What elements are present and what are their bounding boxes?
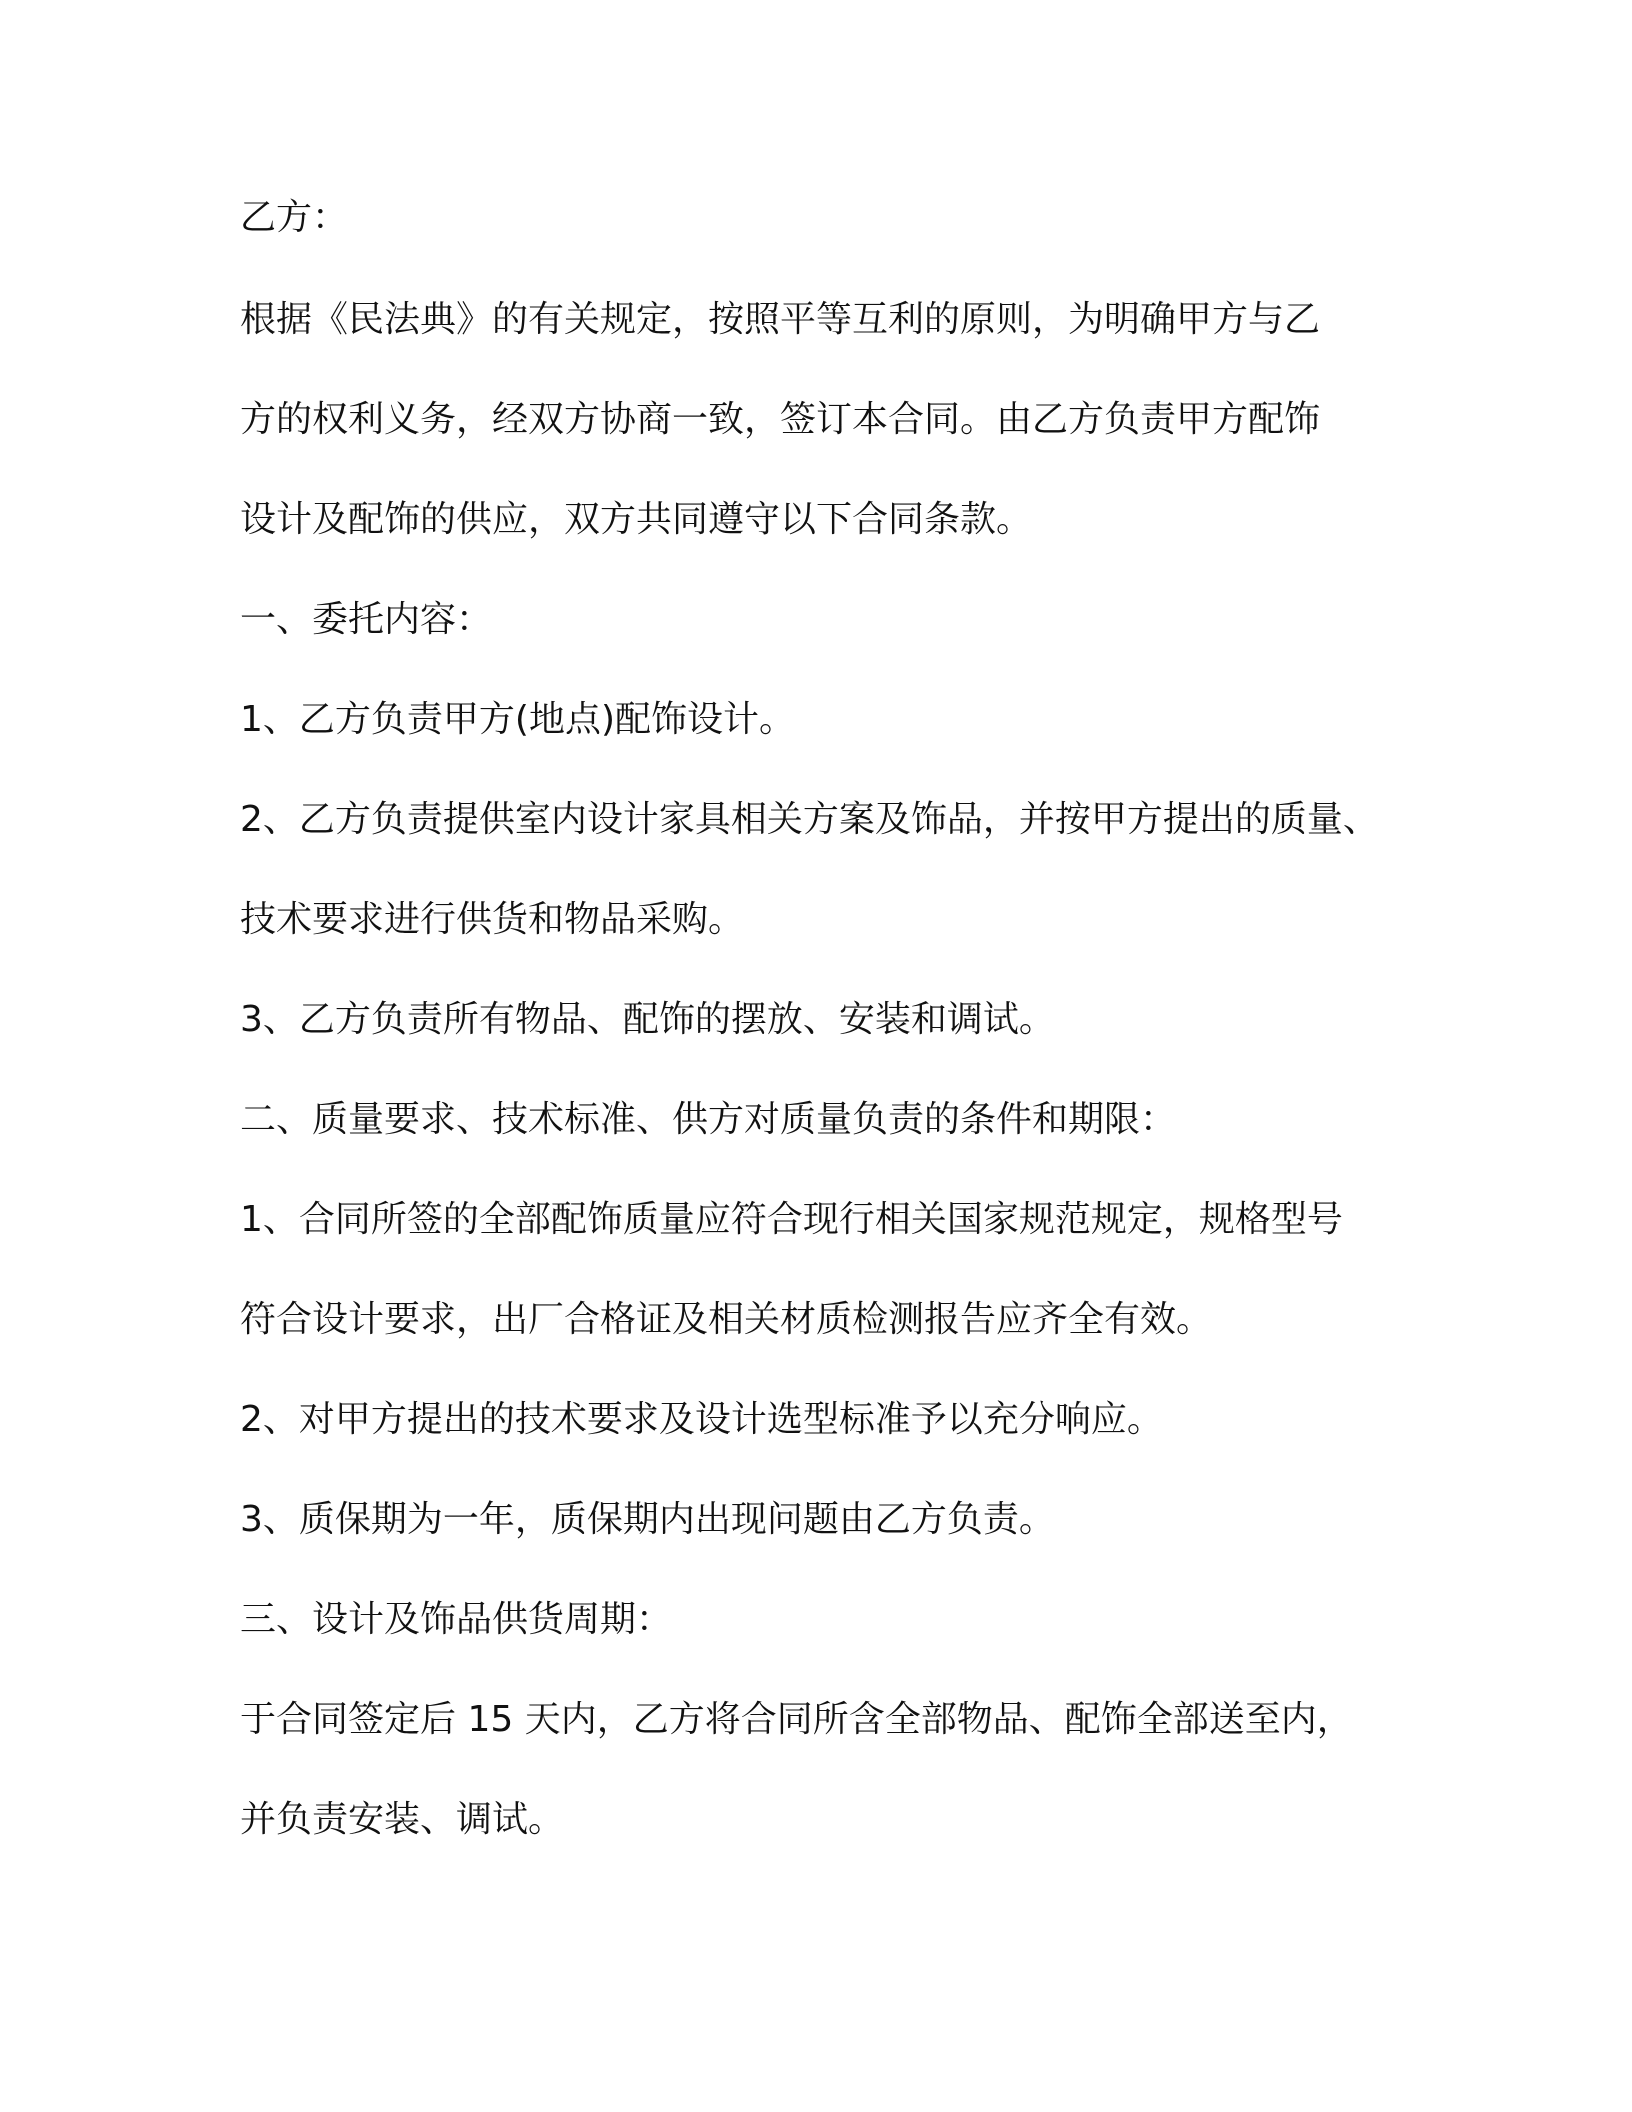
party-b-label: 乙方： [240, 197, 349, 238]
preamble-line-1: 根据《民法典》的有关规定，按照平等互利的原则，为明确甲方与乙 [240, 299, 1321, 340]
section-3-heading: 三、设计及饰品供货周期： [240, 1599, 673, 1640]
preamble-line-2: 方的权利义务，经双方协商一致，签订本合同。由乙方负责甲方配饰 [240, 399, 1321, 440]
preamble-line-3: 设计及配饰的供应，双方共同遵守以下合同条款。 [240, 499, 1033, 540]
section-2-item-1-line-2: 符合设计要求，出厂合格证及相关材质检测报告应齐全有效。 [240, 1299, 1213, 1340]
section-1-heading: 一、委托内容： [240, 599, 493, 640]
section-1-item-2-line-1: 2、乙方负责提供室内设计家具相关方案及饰品，并按甲方提出的质量、 [240, 799, 1379, 840]
section-2-item-1-line-1: 1、合同所签的全部配饰质量应符合现行相关国家规范规定，规格型号 [240, 1199, 1343, 1240]
section-3-body-line-2: 并负责安装、调试。 [240, 1799, 565, 1840]
section-3-body-line-1: 于合同签定后 15 天内，乙方将合同所含全部物品、配饰全部送至内， [240, 1699, 1353, 1740]
section-2-item-2: 2、对甲方提出的技术要求及设计选型标准予以充分响应。 [240, 1399, 1163, 1440]
section-1-item-1: 1、乙方负责甲方(地点)配饰设计。 [240, 699, 795, 740]
section-2-item-3: 3、质保期为一年，质保期内出现问题由乙方负责。 [240, 1499, 1055, 1540]
section-1-item-3: 3、乙方负责所有物品、配饰的摆放、安装和调试。 [240, 999, 1055, 1040]
section-2-heading: 二、质量要求、技术标准、供方对质量负责的条件和期限： [240, 1099, 1177, 1140]
section-1-item-2-line-2: 技术要求进行供货和物品采购。 [240, 899, 745, 940]
